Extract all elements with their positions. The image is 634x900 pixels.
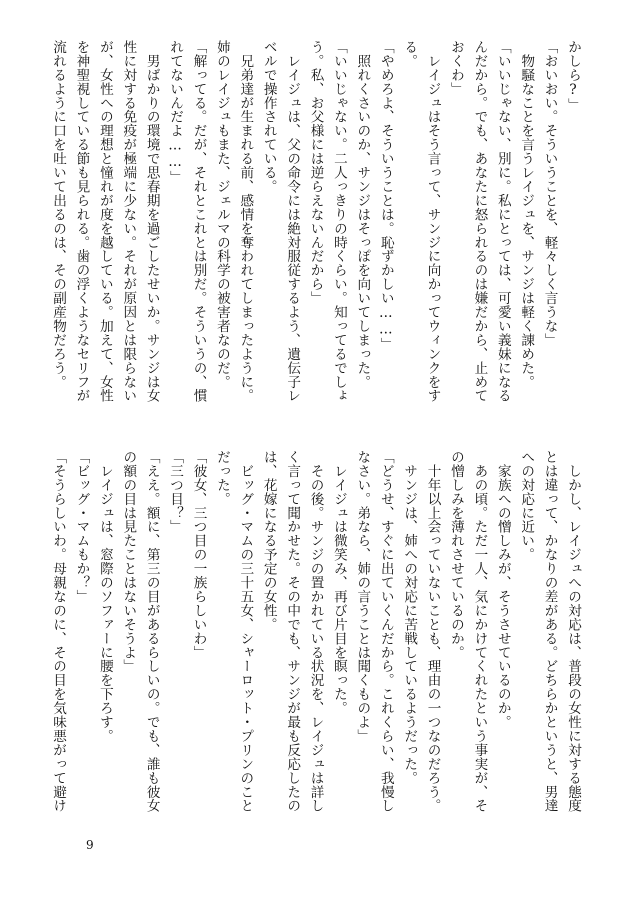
text-line: の額の目は見たことはないそうよ」 xyxy=(120,450,137,674)
text-line: る。 xyxy=(401,40,418,68)
text-line: 男ばかりの環境で思春期を過ごしたせいか。サンジは女 xyxy=(143,40,160,403)
text-line: 「いいじゃない、別に。私にとっては、可愛い義妹になる xyxy=(494,40,511,403)
text-line: 家族への憎しみが、そうさせているのか。 xyxy=(494,450,511,729)
lower-text-block xyxy=(22,450,584,812)
upper-text-block xyxy=(22,40,584,402)
text-line: 兄弟達が生まれる前、感情を奪われてしまったように。 xyxy=(237,40,254,403)
text-line: 性に対する免疫が極端に少ない。それが原因とは限らない xyxy=(120,40,137,403)
text-line: 「そうらしいわ。母親なのに、その目を気味悪がって避け xyxy=(50,450,67,813)
text-line: の憎しみを薄れさせているのか。 xyxy=(447,450,464,660)
text-line: レイジュは、窓際のソファーに腰を下ろす。 xyxy=(96,450,113,743)
text-line: う。私、お父様には逆らえないんだから」 xyxy=(307,40,324,306)
text-line: 「三つ目？」 xyxy=(167,450,184,534)
text-line: んだから。でも、あなたに怒られるのは嫌だから、止めて xyxy=(471,40,488,403)
text-line: は、花嫁になる予定の女性。 xyxy=(260,450,277,632)
page-number: 9 xyxy=(86,838,94,852)
text-line: 「ええ。額に、第三の目があるらしいの。でも、誰も彼女 xyxy=(143,450,160,813)
text-line: が、女性への理想と憧れが度を越している。加えて、女性 xyxy=(96,40,113,403)
text-line: あの頃。ただ一人、気にかけてくれたという事実が、そ xyxy=(471,450,488,813)
text-line: 姉のレイジュもまた、ジェルマの科学の被害者なのだ。 xyxy=(213,40,230,389)
text-line: 「どうせ、すぐに出ていくんだから。これくらい、我慢し xyxy=(377,450,394,813)
text-line: への対応に近い。 xyxy=(518,450,535,562)
text-line: 十年以上会っていないことも、理由の一つなのだろう。 xyxy=(424,450,441,813)
text-line: 「ビッグ・マムもか？」 xyxy=(73,450,90,604)
text-line: 「やめろよ、そういうことは。恥ずかしい……」 xyxy=(377,40,394,352)
text-line: その後。サンジの置かれている状況を、レイジュは詳し xyxy=(307,450,324,813)
text-line: 「おいおい。そういうことを、軽々しく言うな」 xyxy=(541,40,558,347)
text-line: サンジは、姉への対応に苦戦しているようだった。 xyxy=(401,450,418,785)
text-line: レイジュは微笑み、再び片目を瞑った。 xyxy=(330,450,347,716)
text-line: 物騒なことを言うレイジュを、サンジは軽く諌めた。 xyxy=(518,40,535,389)
text-line: おくわ」 xyxy=(447,40,464,96)
text-line: レイジュは、父の命令には絶対服従するよう、遺伝子レ xyxy=(284,40,301,403)
text-line: とは違って、かなりの差がある。どちらかというと、男達 xyxy=(541,450,558,813)
text-line: 照れくさいのか、サンジはそっぽを向いてしまった。 xyxy=(354,40,371,389)
text-line: しかし、レイジュへの対応は、普段の女性に対する態度 xyxy=(565,450,581,813)
text-line: ベルで操作されている。 xyxy=(260,40,277,194)
text-line: れてないんだよ……」 xyxy=(167,40,184,185)
text-line: を神聖視している節も見られる。歯の浮くようなセリフが xyxy=(73,40,90,403)
text-line: 「彼女、三つ目の一族らしいわ」 xyxy=(190,450,207,660)
text-line: 「解ってる。だが、それとこれとは別だ。そういうの、慣 xyxy=(190,40,207,403)
text-line: なさい。弟なら、姉の言うことは聞くものよ」 xyxy=(354,450,371,743)
text-line: ビッグ・マムの三十五女、シャーロット・プリンのこと xyxy=(237,450,254,813)
text-line: 流れるように口を吐いて出るのは、その副産物だろう。 xyxy=(50,40,67,389)
text-line: レイジュはそう言って、サンジに向かってウィンクをす xyxy=(424,40,441,403)
text-line: く言って聞かせた。その中でも、サンジが最も反応したの xyxy=(284,450,301,813)
text-line: だった。 xyxy=(213,450,230,506)
text-line: 「いいじゃない。二人っきりの時くらい。知ってるでしょ xyxy=(330,40,347,403)
text-line: かしら?」 xyxy=(565,40,581,113)
